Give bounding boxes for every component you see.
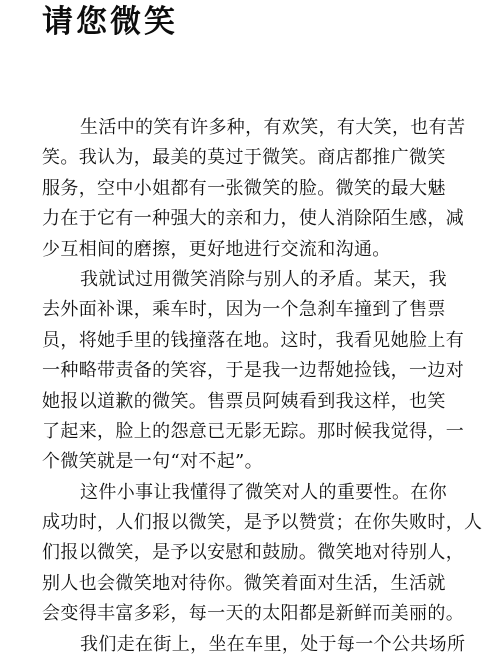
text-line: 们报以微笑，是予以安慰和鼓励。微笑地对待别人， <box>42 542 465 564</box>
paragraph <box>42 478 483 630</box>
page-title: 请您微笑 <box>42 4 178 40</box>
text-line: 我们走在街上，坐在车里，处于每一个公共场所 <box>80 633 466 655</box>
text-line: 员，将她手里的钱撞落在地。这时，我看见她脸上有 <box>42 329 465 351</box>
text-line: 成功时，人们报以微笑，是予以赞赏；在你失败时，人 <box>42 512 483 534</box>
text-line: 笑。我认为，最美的莫过于微笑。商店都推广微笑 <box>42 147 446 169</box>
paragraph <box>42 630 472 660</box>
article-body <box>42 113 483 660</box>
text-line: 少互相间的磨擦，更好地进行交流和沟通。 <box>42 238 391 260</box>
text-line: 了起来，脸上的怨意已无影无踪。那时候我觉得，一 <box>42 420 465 442</box>
text-line: 力在于它有一种强大的亲和力，使人消除陌生感，减 <box>42 208 465 230</box>
paragraph <box>42 113 472 265</box>
text-line: 服务，空中小姐都有一张微笑的脸。微笑的最大魅 <box>42 177 446 199</box>
text-line: 别人也会微笑地对待你。微笑着面对生活，生活就 <box>42 572 446 594</box>
text-line: 个微笑就是一句“对不起”。 <box>42 451 263 473</box>
text-line: 一种略带责备的笑容，于是我一边帮她捡钱，一边对 <box>42 360 465 382</box>
text-line: 我就试过用微笑消除与别人的矛盾。某天，我 <box>80 268 447 290</box>
text-line: 会变得丰富多彩，每一天的太阳都是新鲜而美丽的。 <box>42 603 465 625</box>
text-line: 她报以道歉的微笑。售票员阿姨看到我这样，也笑 <box>42 390 446 412</box>
text-line: 这件小事让我懂得了微笑对人的重要性。在你 <box>80 481 447 503</box>
text-line: 生活中的笑有许多种，有欢笑，有大笑，也有苦 <box>80 117 466 138</box>
paragraph <box>42 265 472 478</box>
text-line: 去外面补课，乘车时，因为一个急刹车撞到了售票 <box>42 299 446 321</box>
